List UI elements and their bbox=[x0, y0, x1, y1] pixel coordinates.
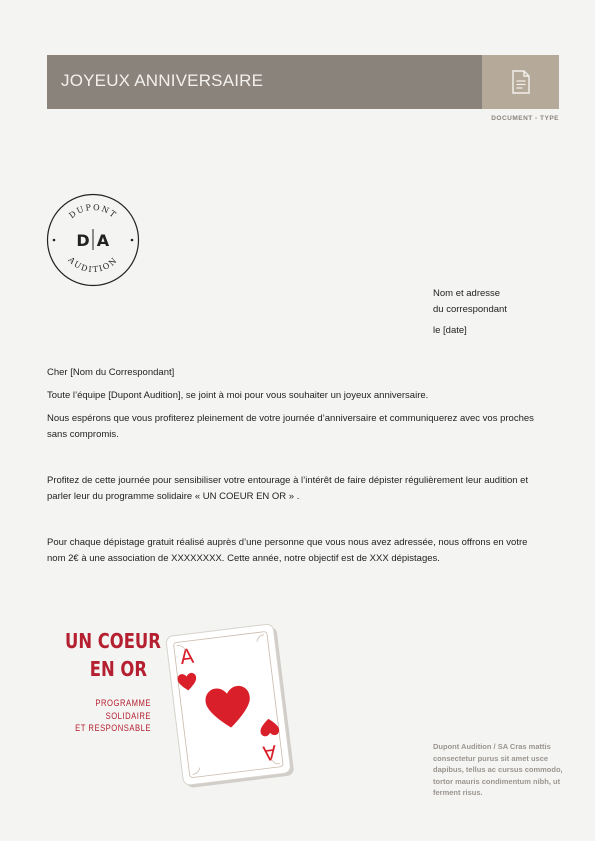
card-rank-top: A bbox=[178, 643, 196, 670]
recipient-line-1: Nom et adresse bbox=[433, 288, 501, 299]
svg-text:DUPONT bbox=[67, 203, 118, 220]
card-rank-bottom: A bbox=[261, 740, 278, 766]
letter-paragraph-1: Toute l’équipe [Dupont Audition], se joint à moi pour vous souhaiter un joyeux anniversaire. bbox=[47, 390, 429, 401]
logo-bottom-text: AUDITION bbox=[66, 255, 120, 275]
campaign-title-line-1: UN COEUR bbox=[65, 629, 161, 653]
logo-letter-d: D bbox=[76, 231, 90, 250]
campaign-subtitle-line-1: PROGRAMME bbox=[95, 698, 151, 708]
logo-top-text: DUPONT bbox=[67, 202, 119, 221]
campaign-title-line-2: EN OR bbox=[89, 657, 147, 681]
campaign-subtitle-line-3: ET RESPONSABLE bbox=[75, 723, 151, 733]
letter-date: le [date] bbox=[433, 325, 467, 336]
letter-paragraph-2: Nous espérons que vous profiterez pleinement de votre journée d’anniversaire et communiquerez avec vos proches sans compromis. bbox=[47, 413, 534, 440]
campaign-subtitle bbox=[63, 697, 151, 735]
campaign-subtitle-line-2: SOLIDAIRE bbox=[105, 710, 151, 721]
campaign-title bbox=[65, 627, 161, 683]
page-title: JOYEUX ANNIVERSAIRE bbox=[61, 71, 264, 90]
recipient-address bbox=[433, 286, 507, 317]
header-icon-box bbox=[482, 55, 559, 109]
footer-note: Dupont Audition / SA Cras mattis consectetur purus sit amet usce dapibus, tellus ac cursus commodo, tortor mauris condimentum nibh, ut ferment risus. bbox=[433, 742, 563, 797]
company-logo bbox=[46, 193, 140, 287]
recipient-line-2: du correspondant bbox=[433, 303, 507, 315]
header-bar bbox=[47, 55, 559, 109]
letter-greeting: Cher [Nom du Correspondant] bbox=[47, 367, 175, 378]
document-icon bbox=[511, 70, 531, 94]
ace-of-hearts-card bbox=[150, 612, 300, 792]
letter-paragraph-4: Pour chaque dépistage gratuit réalisé auprès d’une personne que vous nous avez adressée, nous offrons en votre nom 2€ à une association de XXXXXXXX. Cette année, notre objectif est de XXX dépistages. bbox=[47, 537, 528, 564]
svg-text:AUDITION bbox=[66, 255, 120, 275]
letter-paragraph-3: Profitez de cette journée pour sensibiliser votre entourage à l’intérêt de faire dépister régulièrement leur audition et parler leur du programme solidaire « UN COEUR EN OR » . bbox=[47, 475, 529, 502]
document-type-label: DOCUMENT - TYPE bbox=[491, 115, 559, 122]
logo-letter-a: A bbox=[96, 231, 110, 250]
